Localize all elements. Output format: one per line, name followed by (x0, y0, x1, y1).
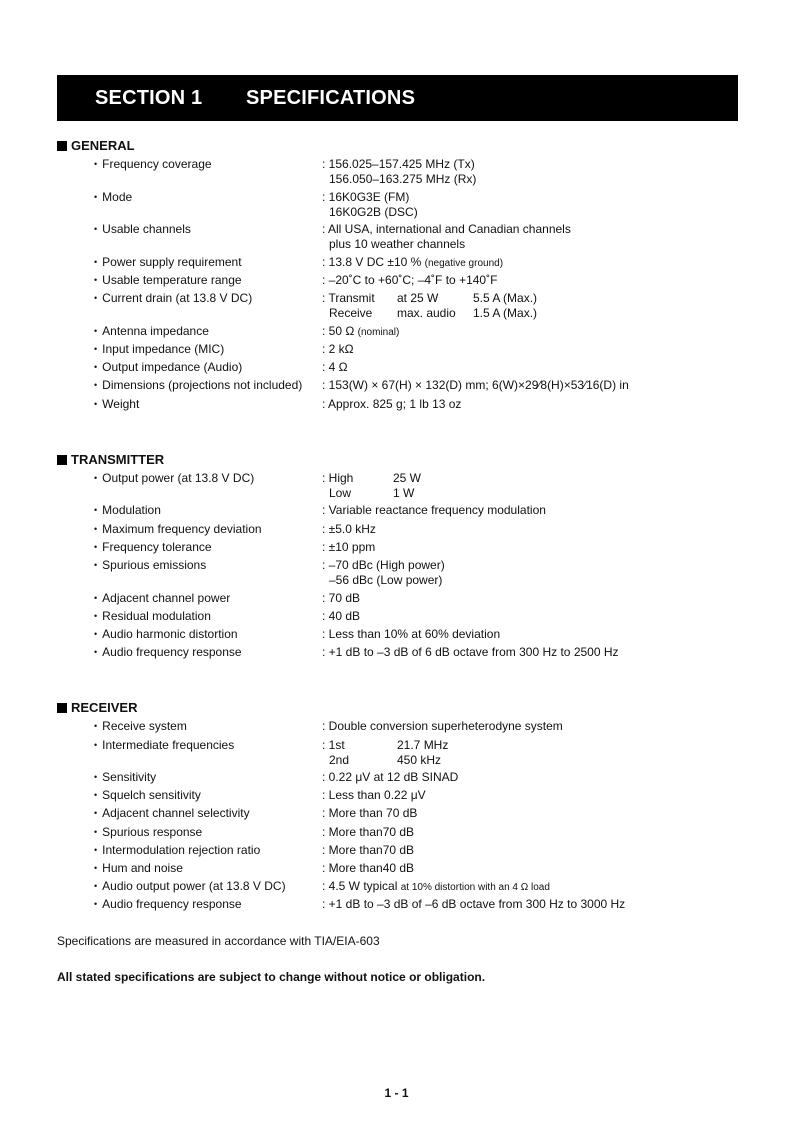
bullet-icon: • (94, 772, 98, 782)
section-title: SPECIFICATIONS (246, 87, 416, 109)
bullet-icon: • (94, 224, 98, 234)
bullet-icon: • (94, 399, 98, 409)
bullet-icon: • (94, 473, 98, 483)
general-heading: GENERAL (57, 138, 135, 153)
receiver-heading: RECEIVER (57, 700, 137, 715)
bullet-icon: • (94, 740, 98, 750)
bullet-icon: • (94, 293, 98, 303)
square-bullet-icon (57, 703, 67, 713)
bullet-icon: • (94, 827, 98, 837)
bullet-icon: • (94, 790, 98, 800)
section-number: SECTION 1 (95, 87, 203, 109)
measurement-note: Specifications are measured in accordance with TIA/EIA-603 (57, 934, 380, 948)
bullet-icon: • (94, 362, 98, 372)
section-banner (57, 75, 738, 121)
bullet-icon: • (94, 344, 98, 354)
bullet-icon: • (94, 629, 98, 639)
bullet-icon: • (94, 560, 98, 570)
bullet-icon: • (94, 611, 98, 621)
bullet-icon: • (94, 721, 98, 731)
bullet-icon: • (94, 524, 98, 534)
bullet-icon: • (94, 505, 98, 515)
transmitter-heading: TRANSMITTER (57, 452, 164, 467)
bullet-icon: • (94, 326, 98, 336)
disclaimer-note: All stated specifications are subject to change without notice or obligation. (57, 970, 486, 984)
bullet-icon: • (94, 863, 98, 873)
bullet-icon: • (94, 257, 98, 267)
bullet-icon: • (94, 808, 98, 818)
bullet-icon: • (94, 380, 98, 390)
square-bullet-icon (57, 141, 67, 151)
bullet-icon: • (94, 275, 98, 285)
bullet-icon: • (94, 881, 98, 891)
bullet-icon: • (94, 899, 98, 909)
bullet-icon: • (94, 593, 98, 603)
bullet-icon: • (94, 647, 98, 657)
page-number: 1 - 1 (384, 1086, 409, 1100)
bullet-icon: • (94, 159, 98, 169)
bullet-icon: • (94, 542, 98, 552)
bullet-icon: • (94, 192, 98, 202)
square-bullet-icon (57, 455, 67, 465)
bullet-icon: • (94, 845, 98, 855)
